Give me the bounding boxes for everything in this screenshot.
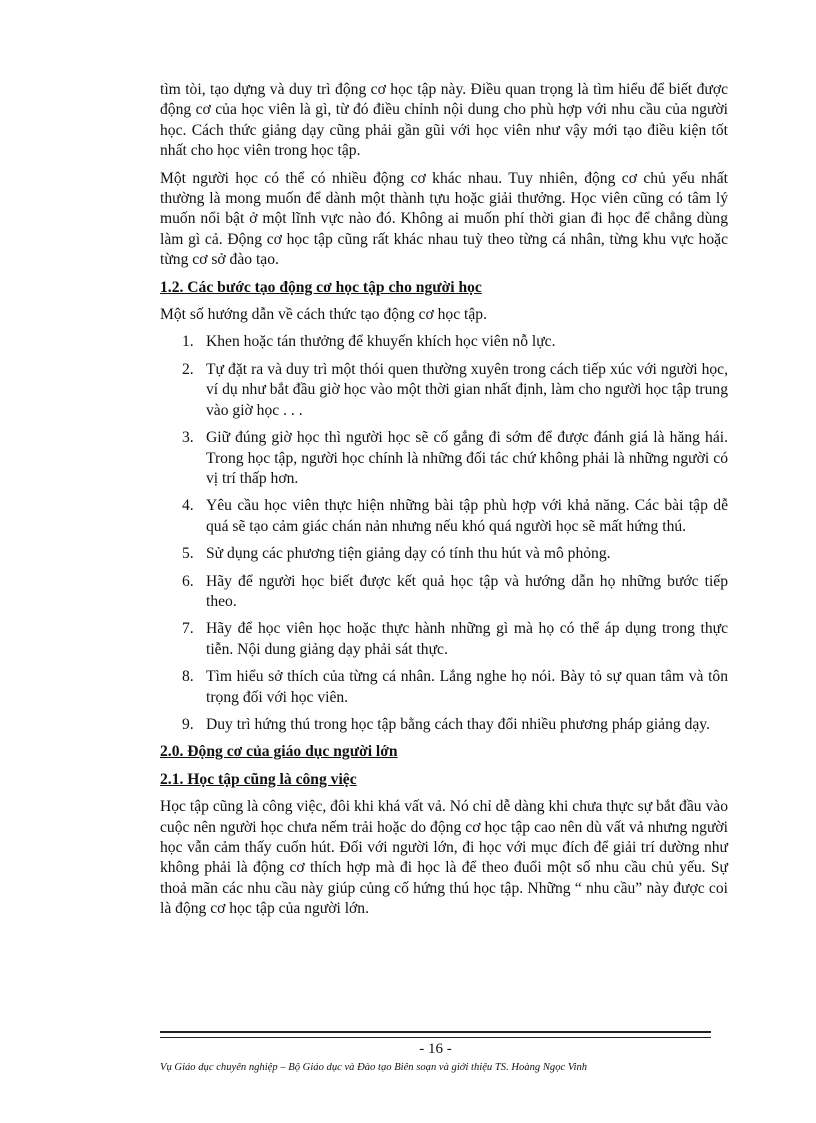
list-item-text: Hãy để người học biết được kết quả học tập và hướng dẫn họ những bước tiếp theo. xyxy=(206,572,728,610)
steps-list xyxy=(160,332,728,735)
list-item-text: Yêu cầu học viên thực hiện những bài tập phù hợp với khả năng. Các bài tập dễ quá sẽ tạo cảm giác chán nản nhưng nếu khó quá người học sẽ mất hứng thú. xyxy=(206,497,728,535)
list-item-number: 4. xyxy=(182,497,194,515)
paragraph-motivation: Một người học có thể có nhiều động cơ khác nhau. Tuy nhiên, động cơ chủ yếu nhất thường là mong muốn để dành một thành tựu hoặc giải thưởng. Học viên cũng có tâm lý muốn nổi bật ở một lĩnh vực nào đó. Không ai muốn phí thời gian đi học để chẳng dùng làm gì cả. Động cơ học tập cũng rất khác nhau tuỳ theo từng cá nhân, từng khu vực hoặc từng cơ sở đào tạo. xyxy=(160,169,728,269)
page-number: - 16 - xyxy=(419,1041,452,1057)
paragraph-continuation: tìm tòi, tạo dựng và duy trì động cơ học tập này. Điều quan trọng là tìm hiểu để biết được động cơ của học viên là gì, từ đó điều chỉnh nội dung cho phù hợp với nhu cầu của người học. Cách thức giảng dạy cũng phải gần gũi với học viên như vậy mới tạo điều kiện tốt nhất cho học viên trong học tập. xyxy=(160,81,728,160)
list-item-text: Tìm hiểu sở thích của từng cá nhân. Lắng nghe họ nói. Bày tỏ sự quan tâm và tôn trọng đối với học viên. xyxy=(206,668,728,706)
list-item-text: Tự đặt ra và duy trì một thói quen thường xuyên trong cách tiếp xúc với người học, ví dụ như bắt đầu giờ học vào một thời gian nhất định, làm cho người học tập trung vào giờ học . . . xyxy=(206,360,728,419)
list-item-text: Sử dụng các phương tiện giảng dạy có tính thu hút và mô phỏng. xyxy=(206,545,611,563)
document-page xyxy=(160,80,728,927)
list-item xyxy=(160,428,728,489)
list-item-text: Hãy để học viên học hoặc thực hành những gì mà họ có thể áp dụng trong thực tiễn. Nội dung giảng dạy phải sát thực. xyxy=(206,620,728,658)
section-heading-2-0: 2.0. Động cơ của giáo dục người lớn xyxy=(160,743,398,761)
list-item-text: Duy trì hứng thú trong học tập bằng cách thay đổi nhiều phương pháp giảng dạy. xyxy=(206,715,710,733)
list-item xyxy=(160,619,728,660)
list-item xyxy=(160,332,728,352)
paragraph-learning-is-work: Học tập cũng là công việc, đôi khi khá vất vả. Nó chỉ dễ dàng khi chưa thực sự bắt đầu vào cuộc nên người học chưa nếm trải hoặc do động cơ học tập cao nên dù vất vả nhưng người học vẫn cảm thấy cuốn hút. Đối với người lớn, đi học với mục đích để giải trí dường như không phải là động cơ thích hợp mà đi học là để theo đuổi một số nhu cầu chủ yếu. Sự thoả mãn các nhu cầu này giúp củng cố hứng thú học tập. Những “ nhu cầu” này được coi là động cơ học tập của người lớn. xyxy=(160,798,728,918)
section-heading-2-1: 2.1. Học tập cũng là công việc xyxy=(160,770,357,788)
list-item xyxy=(160,544,728,564)
list-item xyxy=(160,715,728,735)
list-item-number: 3. xyxy=(182,429,194,447)
list-item-number: 8. xyxy=(182,668,194,686)
list-item-number: 7. xyxy=(182,620,194,638)
list-item xyxy=(160,572,728,613)
list-item xyxy=(160,496,728,537)
footer-credit: Vụ Giáo dục chuyên nghiệp – Bộ Giáo dục và Đào tạo Biên soạn và giới thiệu TS. Hoàng Ngọc Vinh xyxy=(160,1062,588,1073)
section-intro: Một số hướng dẫn về cách thức tạo động cơ học tập. xyxy=(160,306,487,324)
section-heading-1-2: 1.2. Các bước tạo động cơ học tập cho người học xyxy=(160,278,482,296)
list-item-number: 2. xyxy=(182,360,194,378)
list-item-text: Giữ đúng giờ học thì người học sẽ cố gắng đi sớm để được đánh giá là hăng hái. Trong học tập, người học chính là những đối tác chứ không phải là những người có vị trí thấp hơn. xyxy=(206,429,728,487)
list-item xyxy=(160,360,728,421)
list-item-number: 9. xyxy=(182,715,194,733)
list-item-number: 5. xyxy=(182,545,194,563)
list-item-number: 1. xyxy=(182,333,194,351)
list-item-text: Khen hoặc tán thưởng để khuyến khích học viên nỗ lực. xyxy=(206,333,556,351)
list-item-number: 6. xyxy=(182,572,194,590)
list-item xyxy=(160,667,728,708)
footer-divider xyxy=(160,1031,711,1038)
